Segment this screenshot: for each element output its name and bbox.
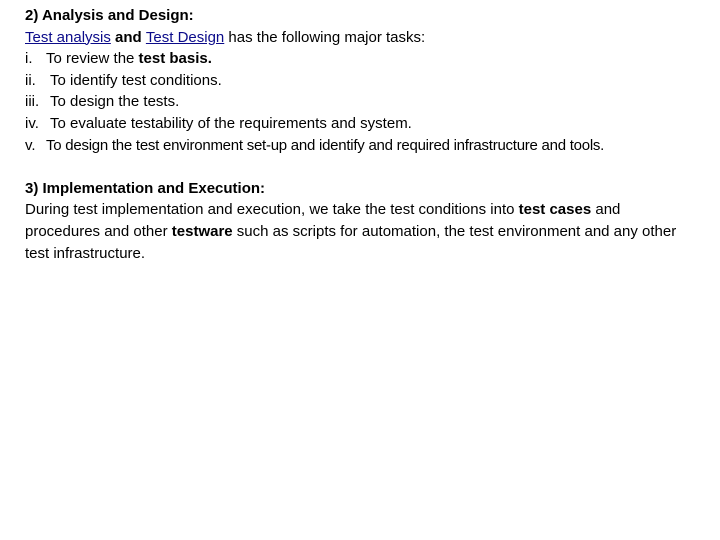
document-body	[25, 5, 705, 264]
task-bold-term: test basis.	[138, 50, 212, 68]
test-cases-term: test cases	[518, 201, 592, 219]
test-design-link[interactable]: Test Design	[145, 28, 225, 46]
task-text: To evaluate testability of the requirements and system.	[50, 114, 412, 132]
task-number: iii.	[25, 93, 40, 111]
paragraph-text: and procedures and other	[25, 201, 621, 240]
testware-term: testware	[171, 222, 233, 240]
task-item	[25, 91, 705, 113]
intro-rest: has the following major tasks:	[224, 28, 426, 46]
section-spacer	[25, 156, 705, 178]
task-number: i.	[25, 50, 33, 68]
section-3-heading: 3) Implementation and Execution:	[25, 179, 266, 197]
task-item	[25, 48, 705, 70]
task-number: iv.	[25, 114, 39, 132]
paragraph-text: During test implementation and execution, we take the test conditions into	[25, 201, 519, 219]
task-item	[25, 135, 705, 157]
intro-and: and	[110, 28, 146, 46]
task-text: To review the	[46, 50, 139, 68]
paragraph-text: such as scripts for automation, the test environment and any other test infrastructure.	[25, 222, 677, 262]
test-analysis-link[interactable]: Test analysis	[25, 28, 111, 46]
task-text: To design the test environment set-up and identify and required infrastructure and tools.	[46, 136, 605, 154]
task-number: v.	[25, 136, 36, 154]
task-number: ii.	[25, 71, 36, 89]
section-3-paragraph	[25, 199, 697, 264]
task-text: To identify test conditions.	[50, 71, 222, 89]
task-text: To design the tests.	[50, 93, 180, 111]
section-2-heading: 2) Analysis and Design:	[25, 7, 194, 24]
task-item	[25, 113, 705, 135]
task-item	[25, 70, 705, 92]
section-2-intro	[25, 27, 705, 49]
